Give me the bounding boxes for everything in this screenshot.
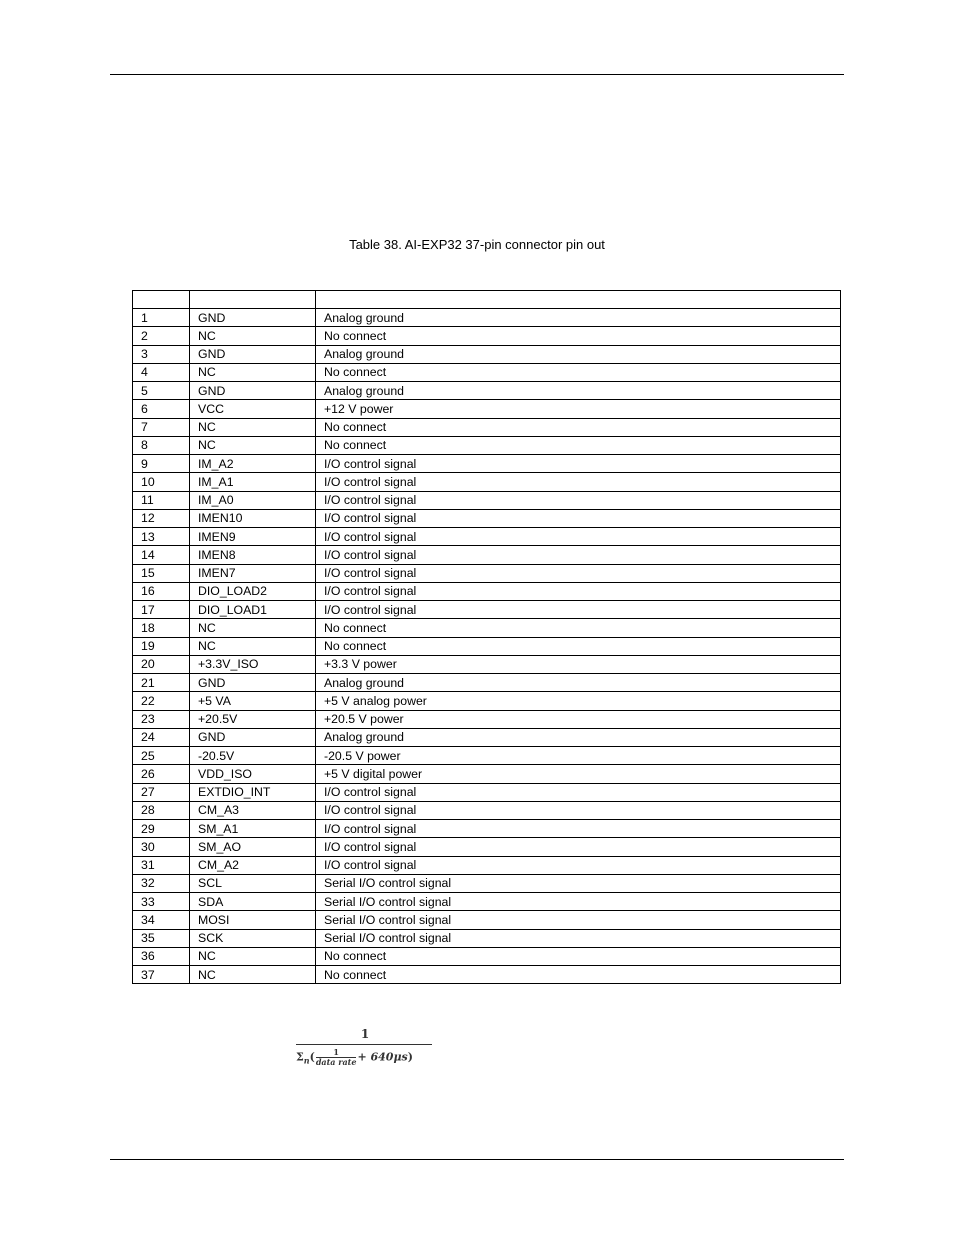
pin-number-cell: 25 — [133, 747, 190, 765]
description-cell: I/O control signal — [316, 783, 841, 801]
description-cell: +5 V analog power — [316, 692, 841, 710]
footer-rule — [110, 1159, 844, 1160]
description-cell: +3.3 V power — [316, 655, 841, 673]
description-cell: Analog ground — [316, 309, 841, 327]
description-cell: I/O control signal — [316, 546, 841, 564]
pin-number-cell: 30 — [133, 838, 190, 856]
table-row — [133, 418, 841, 436]
description-cell: No connect — [316, 947, 841, 965]
table-row — [133, 893, 841, 911]
description-cell: I/O control signal — [316, 564, 841, 582]
signal-name-cell: DIO_LOAD2 — [190, 582, 316, 600]
pin-number-cell: 6 — [133, 400, 190, 418]
description-cell: No connect — [316, 619, 841, 637]
description-cell: +20.5 V power — [316, 710, 841, 728]
formula-inner-denominator: data rate — [315, 1057, 357, 1067]
pin-number-cell: 12 — [133, 509, 190, 527]
signal-name-cell: GND — [190, 309, 316, 327]
pinout-table — [132, 290, 841, 984]
signal-name-cell: NC — [190, 947, 316, 965]
description-cell: -20.5 V power — [316, 747, 841, 765]
signal-name-cell: IMEN9 — [190, 528, 316, 546]
signal-name-cell: +5 VA — [190, 692, 316, 710]
pin-number-cell: 36 — [133, 947, 190, 965]
formula-denominator — [296, 1048, 413, 1067]
header-cell-signal — [190, 291, 316, 309]
description-cell: No connect — [316, 327, 841, 345]
signal-name-cell: GND — [190, 674, 316, 692]
signal-name-cell: NC — [190, 619, 316, 637]
pin-number-cell: 37 — [133, 966, 190, 984]
table-row — [133, 838, 841, 856]
header-cell-description — [316, 291, 841, 309]
update-rate-formula — [296, 1027, 434, 1071]
description-cell: Analog ground — [316, 728, 841, 746]
table-row — [133, 601, 841, 619]
table-row — [133, 473, 841, 491]
formula-close-paren: ) — [407, 1050, 413, 1064]
table-row — [133, 710, 841, 728]
formula-numerator: 1 — [360, 1027, 370, 1041]
signal-name-cell: CM_A2 — [190, 856, 316, 874]
pin-number-cell: 1 — [133, 309, 190, 327]
table-row — [133, 692, 841, 710]
pin-number-cell: 16 — [133, 582, 190, 600]
table-row — [133, 619, 841, 637]
pin-number-cell: 33 — [133, 893, 190, 911]
description-cell: Analog ground — [316, 345, 841, 363]
table-row — [133, 765, 841, 783]
description-cell: I/O control signal — [316, 473, 841, 491]
pin-number-cell: 8 — [133, 436, 190, 454]
signal-name-cell: NC — [190, 418, 316, 436]
description-cell: No connect — [316, 363, 841, 381]
table-header-row — [133, 291, 841, 309]
pin-number-cell: 9 — [133, 455, 190, 473]
header-cell-pin — [133, 291, 190, 309]
pin-number-cell: 10 — [133, 473, 190, 491]
pin-number-cell: 20 — [133, 655, 190, 673]
table-row — [133, 400, 841, 418]
signal-name-cell: SCK — [190, 929, 316, 947]
description-cell: +12 V power — [316, 400, 841, 418]
header-rule — [110, 74, 844, 75]
signal-name-cell: IMEN8 — [190, 546, 316, 564]
table-row — [133, 637, 841, 655]
signal-name-cell: GND — [190, 382, 316, 400]
table-row — [133, 382, 841, 400]
signal-name-cell: SDA — [190, 893, 316, 911]
description-cell: I/O control signal — [316, 820, 841, 838]
pin-number-cell: 13 — [133, 528, 190, 546]
signal-name-cell: MOSI — [190, 911, 316, 929]
table-row — [133, 820, 841, 838]
signal-name-cell: EXTDIO_INT — [190, 783, 316, 801]
pin-number-cell: 4 — [133, 363, 190, 381]
signal-name-cell: SM_A1 — [190, 820, 316, 838]
signal-name-cell: DIO_LOAD1 — [190, 601, 316, 619]
table-row — [133, 874, 841, 892]
description-cell: Serial I/O control signal — [316, 911, 841, 929]
table-row — [133, 856, 841, 874]
description-cell: +5 V digital power — [316, 765, 841, 783]
signal-name-cell: NC — [190, 436, 316, 454]
formula-sum-symbol: Σ — [296, 1050, 304, 1064]
table-row — [133, 655, 841, 673]
signal-name-cell: GND — [190, 345, 316, 363]
pin-number-cell: 5 — [133, 382, 190, 400]
table-body — [133, 309, 841, 984]
signal-name-cell: +3.3V_ISO — [190, 655, 316, 673]
description-cell: I/O control signal — [316, 801, 841, 819]
signal-name-cell: SM_AO — [190, 838, 316, 856]
description-cell: No connect — [316, 637, 841, 655]
table-row — [133, 801, 841, 819]
pin-number-cell: 18 — [133, 619, 190, 637]
description-cell: I/O control signal — [316, 528, 841, 546]
signal-name-cell: VDD_ISO — [190, 765, 316, 783]
table-row — [133, 564, 841, 582]
description-cell: I/O control signal — [316, 601, 841, 619]
signal-name-cell: VCC — [190, 400, 316, 418]
description-cell: Analog ground — [316, 382, 841, 400]
signal-name-cell: CM_A3 — [190, 801, 316, 819]
pin-number-cell: 11 — [133, 491, 190, 509]
table-row — [133, 911, 841, 929]
pin-number-cell: 22 — [133, 692, 190, 710]
table-row — [133, 327, 841, 345]
formula-open-paren: ( — [309, 1050, 315, 1064]
table-row — [133, 509, 841, 527]
formula-fraction-bar — [296, 1044, 432, 1045]
pin-number-cell: 28 — [133, 801, 190, 819]
formula-inner-numerator: 1 — [333, 1047, 339, 1057]
pin-number-cell: 32 — [133, 874, 190, 892]
description-cell: Serial I/O control signal — [316, 874, 841, 892]
table-row — [133, 747, 841, 765]
pin-number-cell: 23 — [133, 710, 190, 728]
table-row — [133, 929, 841, 947]
pin-number-cell: 34 — [133, 911, 190, 929]
signal-name-cell: -20.5V — [190, 747, 316, 765]
pin-number-cell: 2 — [133, 327, 190, 345]
description-cell: I/O control signal — [316, 838, 841, 856]
table-row — [133, 546, 841, 564]
description-cell: Serial I/O control signal — [316, 893, 841, 911]
description-cell: I/O control signal — [316, 582, 841, 600]
table-row — [133, 455, 841, 473]
signal-name-cell: IM_A0 — [190, 491, 316, 509]
table-row — [133, 728, 841, 746]
pin-number-cell: 17 — [133, 601, 190, 619]
signal-name-cell: GND — [190, 728, 316, 746]
formula-sum-index: n — [303, 1055, 310, 1066]
table-row — [133, 582, 841, 600]
formula-inner-fraction — [316, 1048, 357, 1067]
table-row — [133, 966, 841, 984]
pin-number-cell: 35 — [133, 929, 190, 947]
signal-name-cell: NC — [190, 363, 316, 381]
table-row — [133, 345, 841, 363]
signal-name-cell: IMEN10 — [190, 509, 316, 527]
pin-number-cell: 19 — [133, 637, 190, 655]
description-cell: Serial I/O control signal — [316, 929, 841, 947]
description-cell: No connect — [316, 436, 841, 454]
table-row — [133, 436, 841, 454]
description-cell: I/O control signal — [316, 509, 841, 527]
table-row — [133, 783, 841, 801]
signal-name-cell: NC — [190, 966, 316, 984]
pin-number-cell: 24 — [133, 728, 190, 746]
pin-number-cell: 27 — [133, 783, 190, 801]
pin-number-cell: 15 — [133, 564, 190, 582]
pin-number-cell: 29 — [133, 820, 190, 838]
description-cell: No connect — [316, 966, 841, 984]
description-cell: I/O control signal — [316, 856, 841, 874]
table-row — [133, 363, 841, 381]
formula-plus-term: + 640μs — [357, 1050, 408, 1064]
pin-number-cell: 31 — [133, 856, 190, 874]
description-cell: I/O control signal — [316, 491, 841, 509]
pin-number-cell: 7 — [133, 418, 190, 436]
table-row — [133, 528, 841, 546]
description-cell: No connect — [316, 418, 841, 436]
signal-name-cell: +20.5V — [190, 710, 316, 728]
table-row — [133, 947, 841, 965]
pin-number-cell: 21 — [133, 674, 190, 692]
description-cell: Analog ground — [316, 674, 841, 692]
table-caption: Table 38. AI-EXP32 37-pin connector pin out — [349, 237, 605, 252]
signal-name-cell: NC — [190, 327, 316, 345]
table-row — [133, 674, 841, 692]
signal-name-cell: NC — [190, 637, 316, 655]
table-row — [133, 309, 841, 327]
pin-number-cell: 14 — [133, 546, 190, 564]
signal-name-cell: IMEN7 — [190, 564, 316, 582]
signal-name-cell: SCL — [190, 874, 316, 892]
pin-number-cell: 3 — [133, 345, 190, 363]
signal-name-cell: IM_A2 — [190, 455, 316, 473]
description-cell: I/O control signal — [316, 455, 841, 473]
signal-name-cell: IM_A1 — [190, 473, 316, 491]
pin-number-cell: 26 — [133, 765, 190, 783]
table-row — [133, 491, 841, 509]
